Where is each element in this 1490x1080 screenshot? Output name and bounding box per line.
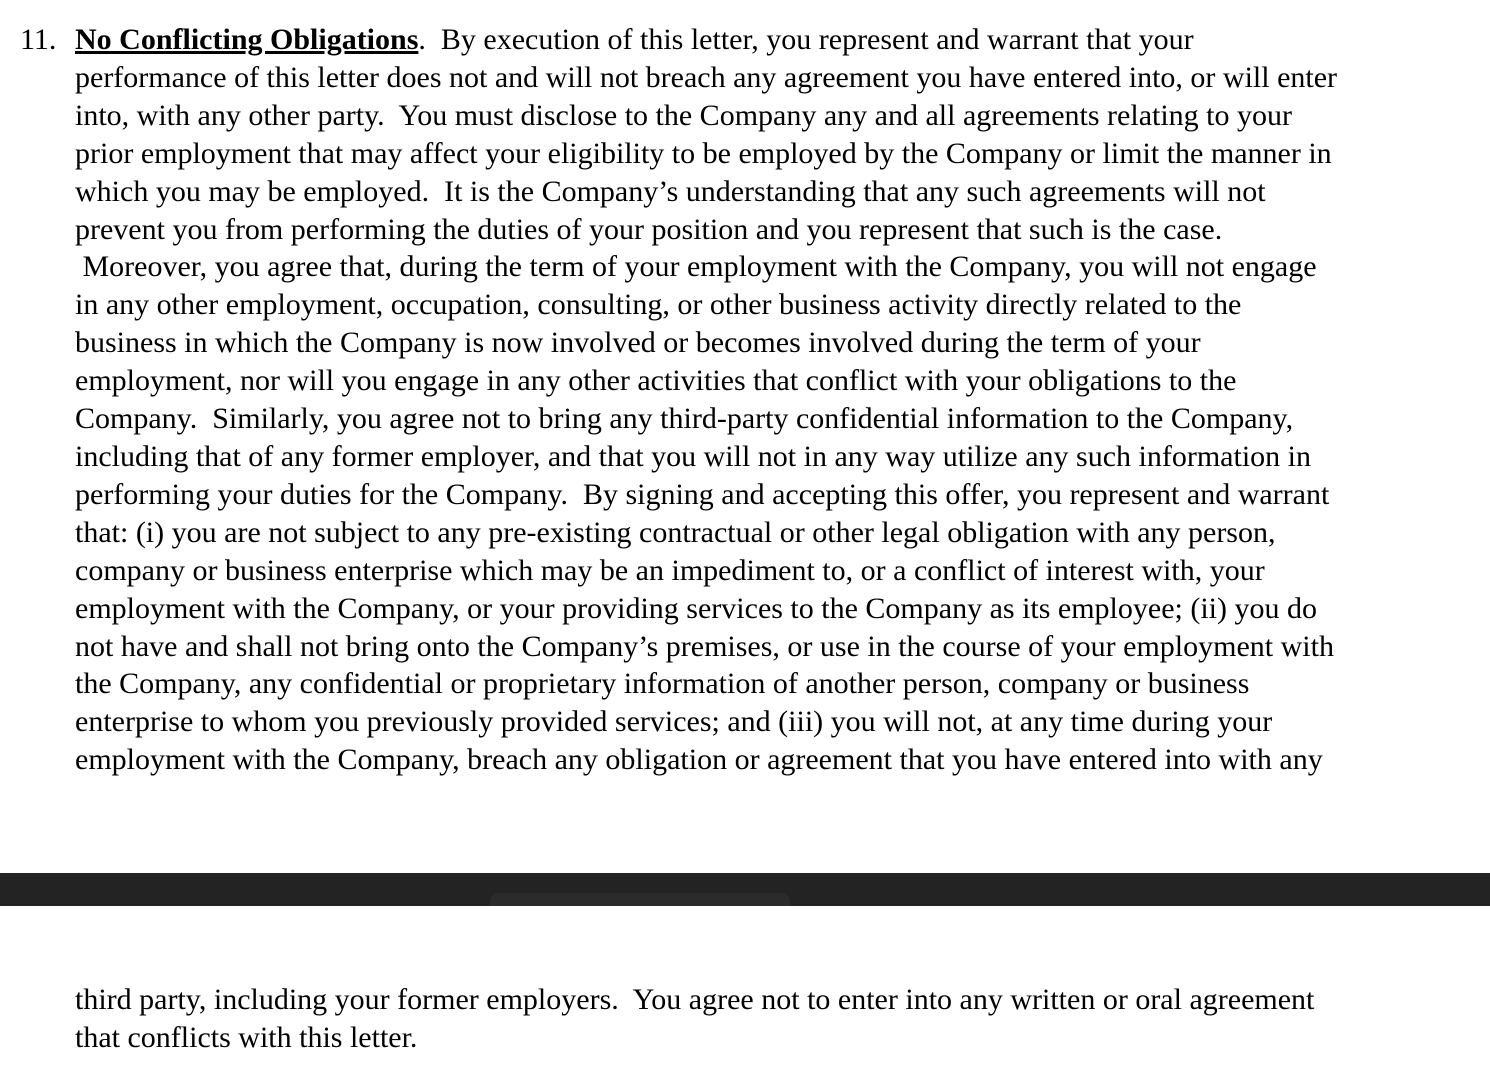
clause-line: employment with the Company, breach any obligation or agreement that you have entered into with any bbox=[75, 743, 1323, 777]
clause-line: company or business enterprise which may be an impediment to, or a conflict of interest with, your bbox=[75, 553, 1265, 587]
clause-heading: No Conflicting Obligations bbox=[75, 23, 419, 56]
clause-continuation bbox=[75, 981, 1455, 1057]
clause-first-line bbox=[75, 21, 1455, 59]
clause-line: enterprise to whom you previously provided services; and (iii) you will not, at any time during your bbox=[75, 705, 1273, 739]
page-break-separator bbox=[0, 873, 1490, 906]
clause-line: which you may be employed. It is the Company’s understanding that any such agreements will not bbox=[75, 174, 1266, 208]
clause-number: 11. bbox=[20, 23, 57, 56]
clause-line: Moreover, you agree that, during the term of your employment with the Company, you will not engage bbox=[75, 250, 1317, 284]
clause-line: prevent you from performing the duties of your position and you represent that such is the case. bbox=[75, 212, 1223, 246]
continuation-line: that conflicts with this letter. bbox=[75, 1020, 418, 1054]
clause-body bbox=[75, 21, 1455, 779]
clause-line: business in which the Company is now involved or becomes involved during the term of your bbox=[75, 326, 1201, 360]
clause-line: performing your duties for the Company. By signing and accepting this offer, you represent and warrant bbox=[75, 477, 1330, 511]
clause-line: including that of any former employer, and that you will not in any way utilize any such information in bbox=[75, 439, 1312, 473]
clause-first-line-text: . By execution of this letter, you represent and warrant that your bbox=[418, 23, 1194, 56]
clause-line: prior employment that may affect your eligibility to be employed by the Company or limit the manner in bbox=[75, 136, 1332, 170]
clause-line: not have and shall not bring onto the Company’s premises, or use in the course of your employment with bbox=[75, 629, 1334, 663]
page-break-shadow bbox=[490, 893, 790, 906]
clause-line: that: (i) you are not subject to any pre-existing contractual or other legal obligation with any person, bbox=[75, 515, 1276, 549]
clause-line: the Company, any confidential or proprietary information of another person, company or business bbox=[75, 667, 1250, 701]
clause-line: into, with any other party. You must disclose to the Company any and all agreements relating to your bbox=[75, 98, 1293, 132]
clause-line: Company. Similarly, you agree not to bring any third-party confidential information to the Company, bbox=[75, 402, 1294, 436]
clause-line: in any other employment, occupation, consulting, or other business activity directly related to the bbox=[75, 288, 1242, 322]
clause-line: performance of this letter does not and will not breach any agreement you have entered into, or will enter bbox=[75, 60, 1338, 94]
clause-line: employment with the Company, or your providing services to the Company as its employee; (ii) you do bbox=[75, 591, 1318, 625]
clause-line: employment, nor will you engage in any other activities that conflict with your obligations to the bbox=[75, 364, 1237, 398]
continuation-line: third party, including your former employers. You agree not to enter into any written or oral agreement bbox=[75, 983, 1315, 1016]
